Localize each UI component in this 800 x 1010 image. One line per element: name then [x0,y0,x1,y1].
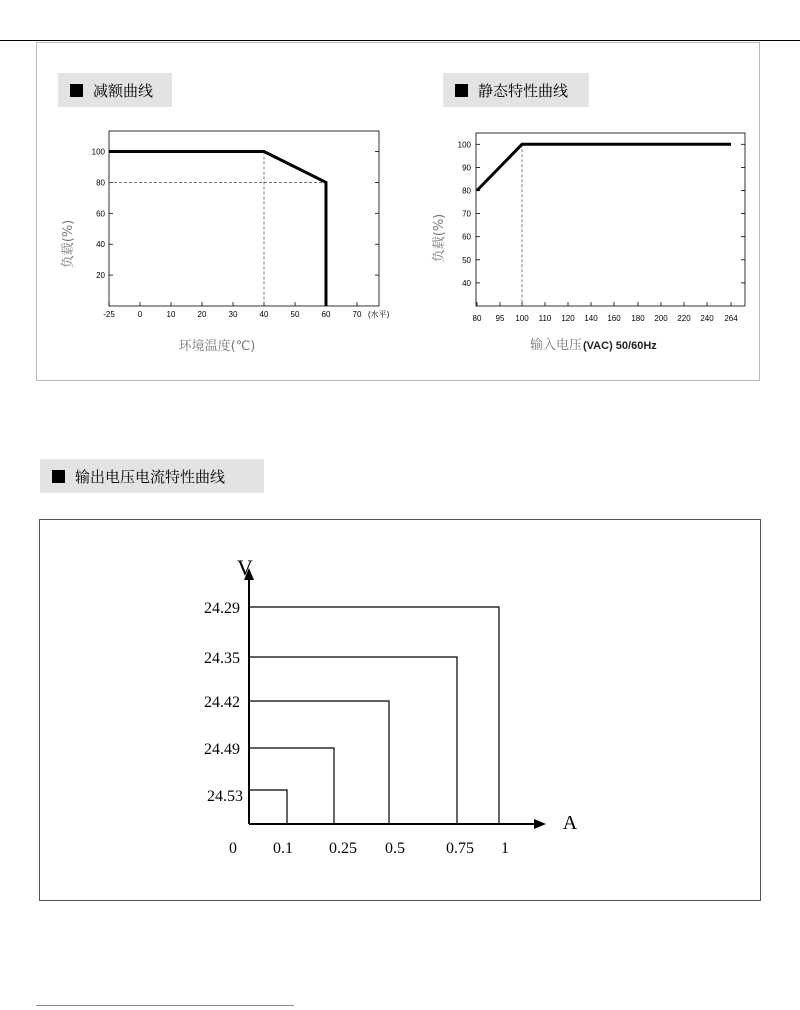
y-tick-label: 80 [96,178,105,188]
x-tick-label: 10 [166,310,176,319]
x-tick-label: -25 [103,310,115,319]
x-tick-label: 0 [137,310,143,319]
operating-point-line [249,748,334,824]
x-tick-label: 80 [472,314,482,323]
x-axis-label: A [562,812,578,834]
x-tick-label: 120 [561,314,575,323]
operating-point-line [249,790,287,824]
x-tick-label: 0.75 [446,840,474,857]
y-tick-label: 20 [96,271,105,281]
static-title: 静态特性曲线 [478,81,569,100]
x-tick-label: 60 [321,310,331,319]
x-tick-label: 20 [197,310,207,319]
x-tick-label: 0.5 [385,840,405,857]
x-tick-label: 140 [584,314,598,323]
y-axis-label: 负载(%) [61,219,76,269]
y-tick-label: 100 [91,147,105,157]
y-tick-label: 24.53 [207,788,243,805]
y-tick-label: 100 [457,140,471,150]
x-tick-label: 70 [352,310,362,319]
x-tick-label: 50 [290,310,300,319]
output-title: 输出电压电流特性曲线 [75,467,226,486]
x-tick-label: 95 [495,314,505,323]
x-axis-label-cn: 输入电压 [529,338,582,353]
y-tick-label: 40 [462,278,471,288]
y-tick-label: 40 [96,240,105,250]
x-tick-label: 0.25 [329,840,357,857]
x-tick-label: 220 [677,314,691,323]
y-tick-label: 24.49 [204,741,240,758]
x-tick-label: 160 [607,314,621,323]
y-tick-label: 24.35 [204,650,240,667]
x-tick-label: 264 [724,314,738,323]
x-axis-label-en: (VAC) 50/60Hz [583,340,657,352]
x-axis-label: 环境温度(℃) [178,339,256,354]
y-axis-label: 负载(%) [432,213,447,263]
x-unit-label: (水平) [368,310,390,319]
x-tick-label: 110 [538,314,552,323]
y-tick-label: 24.29 [204,600,240,617]
operating-point-line [249,657,457,824]
operating-point-line [249,701,389,824]
x-tick-label: 0 [229,840,237,857]
y-tick-label: 50 [462,255,471,265]
y-axis-label: V [237,555,253,580]
x-tick-label: 180 [631,314,645,323]
x-tick-label: 240 [700,314,714,323]
x-tick-label: 200 [654,314,668,323]
x-tick-label: 0.1 [273,840,293,857]
y-tick-label: 90 [462,163,471,173]
x-tick-label: 30 [228,310,238,319]
x-tick-label: 40 [259,310,269,319]
y-tick-label: 24.42 [204,694,240,711]
x-tick-label: 1 [501,840,509,857]
y-tick-label: 60 [96,209,105,219]
y-tick-label: 80 [462,186,471,196]
y-tick-label: 60 [462,232,471,242]
y-tick-label: 70 [462,209,471,219]
x-axis-arrow-icon [534,819,546,829]
x-tick-label: 100 [515,314,529,323]
derating-title: 减额曲线 [93,81,154,100]
